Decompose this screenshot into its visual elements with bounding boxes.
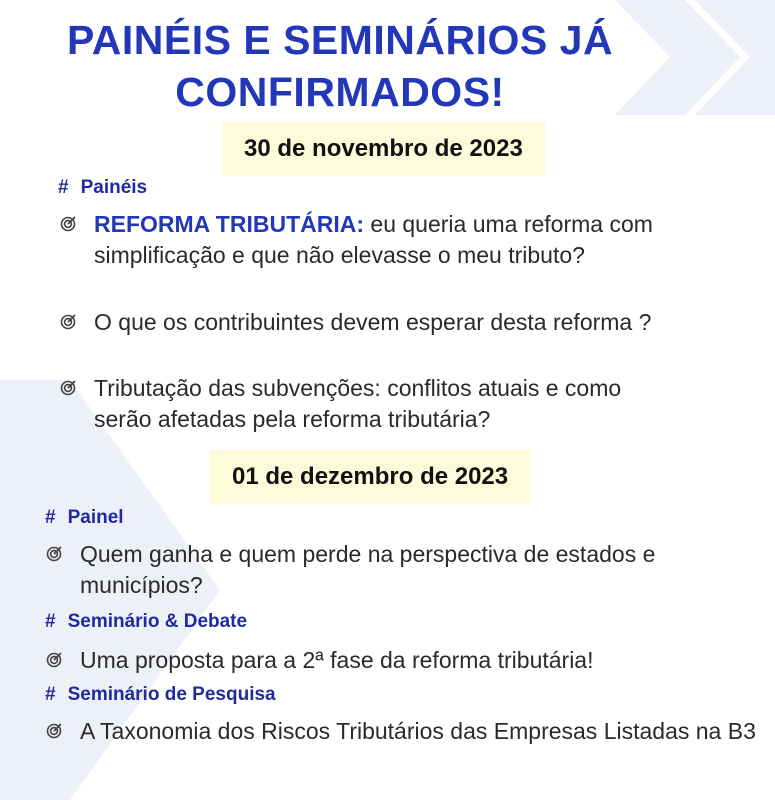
section-heading-seminario-debate	[45, 611, 247, 633]
item-text: Uma proposta para a 2ª fase da reforma tributária!	[80, 647, 594, 673]
target-icon	[60, 216, 76, 232]
item-text: Tributação das subvenções: conflitos atuais e como serão afetadas pela reforma tributária?	[94, 375, 622, 432]
section-heading-label: Painéis	[80, 177, 148, 198]
list-item	[94, 307, 654, 338]
hash-icon: #	[45, 684, 56, 705]
title-line-1: PAINÉIS E SEMINÁRIOS JÁ	[66, 17, 614, 63]
item-text: O que os contribuintes devem esperar desta reforma ?	[94, 309, 652, 335]
item-text: eu queria uma reforma com simplificação e que não elevasse o meu tributo?	[94, 211, 653, 268]
list-item	[80, 716, 760, 747]
section-heading-label: Painel	[67, 507, 124, 528]
section-heading-painel	[45, 507, 124, 529]
list-item	[94, 209, 654, 271]
item-highlight: REFORMA TRIBUTÁRIA:	[94, 211, 365, 237]
hash-icon: #	[45, 507, 56, 528]
date-badge-day-1: 30 de novembro de 2023	[222, 122, 545, 176]
hash-icon: #	[45, 611, 56, 632]
date-badge-day-2: 01 de dezembro de 2023	[210, 450, 530, 504]
target-icon	[60, 314, 76, 330]
section-heading-label: Seminário de Pesquisa	[67, 684, 276, 705]
item-text: Quem ganha e quem perde na perspectiva de estados e municípios?	[80, 541, 656, 598]
hash-icon: #	[58, 177, 69, 198]
target-icon	[46, 546, 62, 562]
target-icon	[46, 652, 62, 668]
item-text: A Taxonomia dos Riscos Tributários das Empresas Listadas na B3	[80, 718, 756, 744]
list-item	[80, 645, 750, 676]
list-item	[94, 373, 654, 435]
section-heading-paineis	[58, 177, 147, 199]
section-heading-label: Seminário & Debate	[67, 611, 248, 632]
section-heading-seminario-pesquisa	[45, 684, 276, 706]
target-icon	[60, 380, 76, 396]
list-item	[80, 539, 740, 601]
title-line-2: CONFIRMADOS!	[175, 69, 505, 115]
target-icon	[46, 723, 62, 739]
page-title	[0, 14, 680, 118]
